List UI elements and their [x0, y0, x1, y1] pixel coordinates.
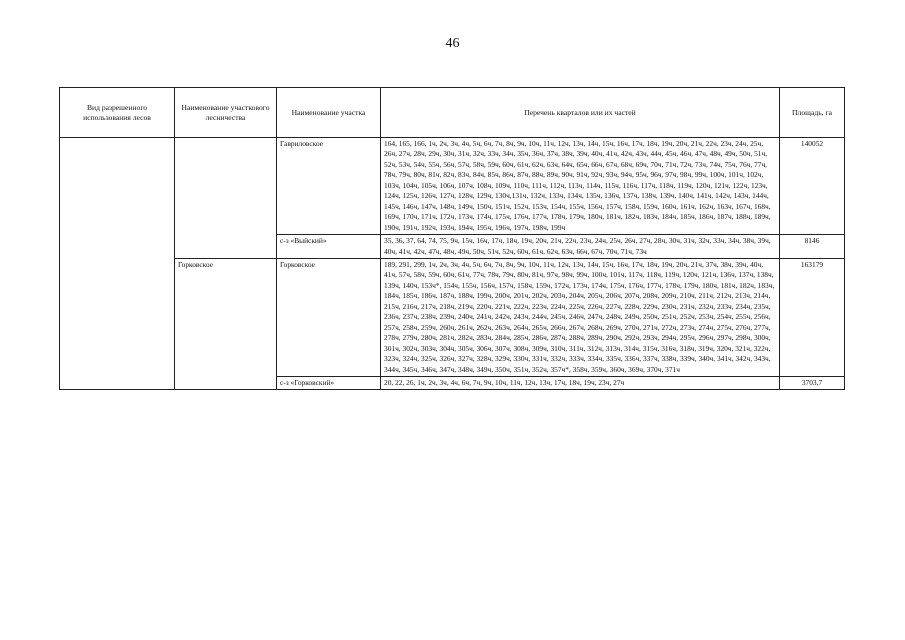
cell-area: 8146 — [780, 235, 845, 259]
cell-site: с-з «Горковский» — [277, 376, 381, 389]
header-use-type: Вид разрешенного использования лесов — [60, 88, 175, 138]
forest-quarters-table — [59, 87, 845, 390]
table-row — [60, 138, 845, 235]
header-site: Наименование участка — [277, 88, 381, 138]
cell-area: 140052 — [780, 138, 845, 235]
header-quarters: Перечень кварталов или их частей — [381, 88, 780, 138]
cell-forestry: Горковское — [175, 258, 277, 389]
cell-area: 163179 — [780, 258, 845, 376]
cell-quarters: 20, 22, 26, 1ч, 2ч, 3ч, 4ч, 6ч, 7ч, 9ч, 10ч, 11ч, 12ч, 13ч, 17ч, 18ч, 19ч, 23ч, 27ч — [381, 376, 780, 389]
cell-site: с-з «Выйский» — [277, 235, 381, 259]
cell-quarters: 189, 291, 299, 1ч, 2ч, 3ч, 4ч, 5ч, 6ч, 7ч, 8ч, 9ч, 10ч, 11ч, 12ч, 13ч, 14ч, 15ч, 16ч, 17ч, 18ч, 19ч, 20ч, 21ч, 37ч, 38ч, 39ч, 40ч, 41ч, 57ч, 58ч, 59ч, 60ч, 61ч, 77ч, 78ч, 79ч, 80ч, 81ч, 97ч, 98ч, 99ч, 100ч, 101ч, 117ч, 118ч, 119ч, 120ч, 121ч, 136ч, 137ч, 138ч, 139ч, 140ч, 153ч*, 154ч, 155ч, 156ч, 157ч, 158ч, 159ч, 172ч, 173ч, 174ч, 175ч, 176ч, 177ч, 178ч, 179ч, 180ч, 181ч, 182ч, 183ч, 184ч, 185ч, 186ч, 187ч, 188ч, 199ч, 200ч, 201ч, 202ч, 203ч, 204ч, 205ч, 206ч, 207ч, 208ч, 209ч, 210ч, 211ч, 212ч, 213ч, 214ч, 215ч, 216ч, 217ч, 218ч, 219ч, 220ч, 221ч, 222ч, 223ч, 224ч, 225ч, 226ч, 227ч, 228ч, 229ч, 230ч, 231ч, 232ч, 233ч, 234ч, 235ч, 236ч, 237ч, 238ч, 239ч, 240ч, 241ч, 242ч, 243ч, 244ч, 245ч, 246ч, 247ч, 248ч, 249ч, 250ч, 251ч, 252ч, 253ч, 254ч, 255ч, 256ч, 257ч, 258ч, 259ч, 260ч, 261ч, 262ч, 263ч, 264ч, 265ч, 266ч, 267ч, 268ч, 269ч, 270ч, 271ч, 272ч, 273ч, 274ч, 275ч, 276ч, 277ч, 278ч, 279ч, 280ч, 281ч, 282ч, 283ч, 284ч, 285ч, 286ч, 287ч, 288ч, 289ч, 290ч, 292ч, 293ч, 294ч, 295ч, 296ч, 297ч, 298ч, 300ч, 301ч, 302ч, 303ч, 304ч, 305ч, 306ч, 307ч, 308ч, 309ч, 310ч, 311ч, 312ч, 313ч, 314ч, 315ч, 316ч, 318ч, 319ч, 320ч, 321ч, 322ч, 323ч, 324ч, 325ч, 326ч, 327ч, 328ч, 329ч, 330ч, 331ч, 332ч, 333ч, 334ч, 335ч, 336ч, 337ч, 338ч, 339ч, 340ч, 341ч, 342ч, 343ч, 344ч, 345ч, 346ч, 347ч, 348ч, 349ч, 350ч, 351ч, 352ч, 357ч*, 358ч, 359ч, 360ч, 369ч, 370ч, 371ч — [381, 258, 780, 376]
cell-use-type — [60, 138, 175, 390]
cell-area: 3703,7 — [780, 376, 845, 389]
cell-quarters: 164, 165, 166, 1ч, 2ч, 3ч, 4ч, 5ч, 6ч, 7ч, 8ч, 9ч, 10ч, 11ч, 12ч, 13ч, 14ч, 15ч, 16ч, 17ч, 18ч, 19ч, 20ч, 21ч, 22ч, 23ч, 24ч, 25ч, 26ч, 27ч, 28ч, 29ч, 30ч, 31ч, 32ч, 33ч, 34ч, 35ч, 36ч, 37ч, 38ч, 39ч, 40ч, 41ч, 42ч, 43ч, 44ч, 45ч, 46ч, 47ч, 48ч, 49ч, 50ч, 51ч, 52ч, 53ч, 54ч, 55ч, 56ч, 57ч, 58ч, 59ч, 60ч, 61ч, 62ч, 63ч, 64ч, 65ч, 66ч, 67ч, 68ч, 69ч, 70ч, 71ч, 72ч, 73ч, 74ч, 75ч, 76ч, 77ч, 78ч, 79ч, 80ч, 81ч, 82ч, 83ч, 84ч, 85ч, 86ч, 87ч, 88ч, 89ч, 90ч, 91ч, 92ч, 93ч, 94ч, 95ч, 96ч, 97ч, 98ч, 99ч, 100ч, 101ч, 102ч, 103ч, 104ч, 105ч, 106ч, 107ч, 108ч, 109ч, 110ч, 111ч, 112ч, 113ч, 114ч, 115ч, 116ч, 117ч, 118ч, 119ч, 120ч, 121ч, 122ч, 123ч, 124ч, 125ч, 126ч, 127ч, 128ч, 129ч, 130ч,131ч, 132ч, 133ч, 134ч, 135ч, 136ч, 137ч, 138ч, 139ч, 140ч, 141ч, 142ч, 143ч, 144ч, 145ч, 146ч, 147ч, 148ч, 149ч, 150ч, 151ч, 152ч, 153ч, 154ч, 155ч, 156ч, 157ч, 158ч, 159ч, 160ч, 161ч, 162ч, 163ч, 167ч, 168ч, 169ч, 170ч, 171ч, 172ч, 173ч, 174ч, 175ч, 176ч, 177ч, 178ч, 179ч, 180ч, 181ч, 182ч, 183ч, 184ч, 185ч, 186ч, 187ч, 188ч, 189ч, 190ч, 191ч, 192ч, 193ч, 194ч, 195ч, 196ч, 197ч, 198ч, 199ч — [381, 138, 780, 235]
cell-quarters: 35, 36, 37, 64, 74, 75, 9ч, 15ч, 16ч, 17ч, 18ч, 19ч, 20ч, 21ч, 22ч, 23ч, 24ч, 25ч, 26ч, 27ч, 28ч, 30ч, 31ч, 32ч, 33ч, 34ч, 38ч, 39ч, 40ч, 41ч, 42ч, 47ч, 48ч, 49ч, 50ч, 51ч, 52ч, 60ч, 61ч, 62ч, 63ч, 66ч, 67ч, 70ч, 71ч, 73ч — [381, 235, 780, 259]
table-row — [60, 258, 845, 376]
cell-site: Гавриловское — [277, 138, 381, 235]
cell-forestry — [175, 138, 277, 259]
header-row — [60, 88, 845, 138]
header-forestry: Наименование участкового лесничества — [175, 88, 277, 138]
cell-site: Горковское — [277, 258, 381, 376]
page-number: 46 — [445, 36, 460, 51]
header-area: Площадь, га — [780, 88, 845, 138]
